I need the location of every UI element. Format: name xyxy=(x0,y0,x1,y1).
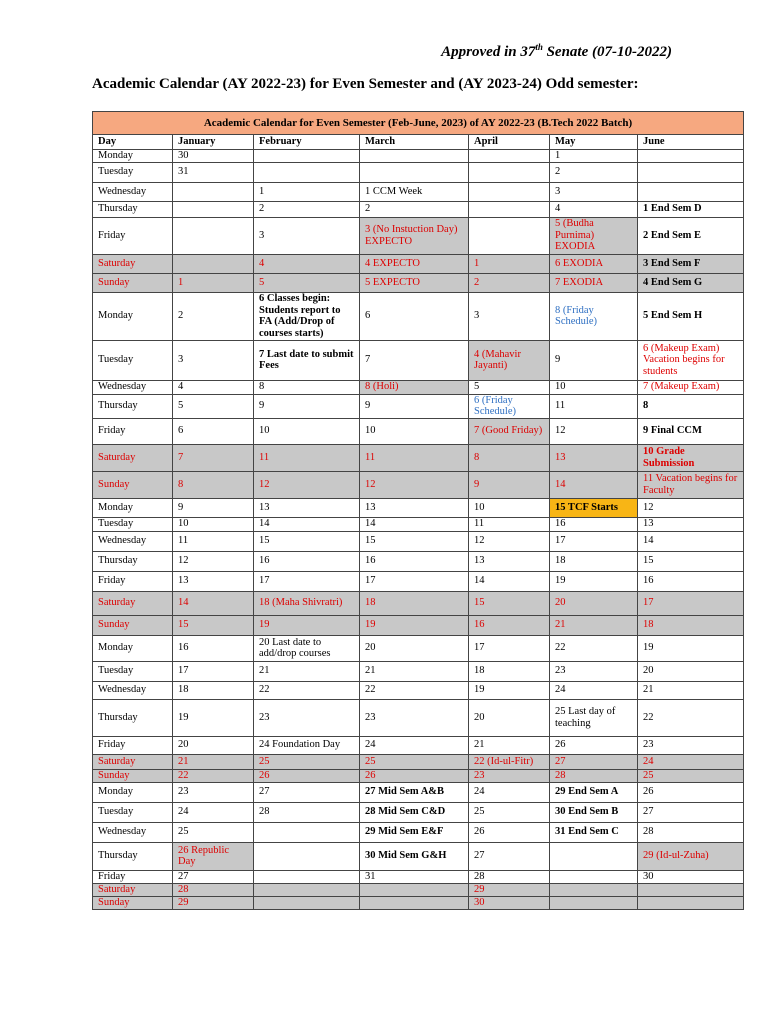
cell-january: 8 xyxy=(173,471,254,498)
cell-january: 26 Republic Day xyxy=(173,842,254,870)
header-january: January xyxy=(173,135,254,150)
cell-march: 7 xyxy=(360,340,469,380)
cell-may: 25 Last day of teaching xyxy=(550,699,638,736)
cell-april: 22 (Id-ul-Fitr) xyxy=(469,754,550,769)
cell-day: Sunday xyxy=(93,615,173,635)
cell-april: 19 xyxy=(469,681,550,699)
cell-day: Saturday xyxy=(93,754,173,769)
cell-april: 17 xyxy=(469,635,550,661)
cell-may: 14 xyxy=(550,471,638,498)
cell-march: 25 xyxy=(360,754,469,769)
cell-february: 23 xyxy=(254,699,360,736)
calendar-row xyxy=(93,896,744,909)
cell-april: 29 xyxy=(469,883,550,896)
cell-january xyxy=(173,217,254,254)
cell-january: 9 xyxy=(173,498,254,517)
cell-march: 6 xyxy=(360,292,469,340)
cell-may: 26 xyxy=(550,736,638,754)
cell-june: 18 xyxy=(638,615,744,635)
cell-january: 15 xyxy=(173,615,254,635)
cell-may: 12 xyxy=(550,418,638,444)
table-title: Academic Calendar for Even Semester (Feb-June, 2023) of AY 2022-23 (B.Tech 2022 Batch) xyxy=(93,112,744,135)
cell-january: 3 xyxy=(173,340,254,380)
cell-march: 4 EXPECTO xyxy=(360,254,469,273)
cell-march: 2 xyxy=(360,201,469,217)
cell-january xyxy=(173,254,254,273)
header-day: Day xyxy=(93,135,173,150)
cell-june xyxy=(638,896,744,909)
cell-march xyxy=(360,150,469,163)
cell-june: 11 Vacation begins for Faculty xyxy=(638,471,744,498)
cell-may: 5 (Budha Purnima) EXODIA xyxy=(550,217,638,254)
cell-day: Saturday xyxy=(93,254,173,273)
cell-may: 20 xyxy=(550,591,638,615)
calendar-row xyxy=(93,292,744,340)
cell-june: 1 End Sem D xyxy=(638,201,744,217)
calendar-row xyxy=(93,883,744,896)
senate-approval-note: Approved in 37th Senate (07-10-2022) xyxy=(441,42,672,60)
cell-february: 9 xyxy=(254,394,360,418)
cell-march: 29 Mid Sem E&F xyxy=(360,822,469,842)
cell-june xyxy=(638,182,744,201)
cell-january: 21 xyxy=(173,754,254,769)
cell-april: 12 xyxy=(469,531,550,551)
cell-february: 17 xyxy=(254,571,360,591)
cell-march: 26 xyxy=(360,769,469,782)
calendar-row xyxy=(93,254,744,273)
cell-may: 24 xyxy=(550,681,638,699)
cell-march: 5 EXPECTO xyxy=(360,273,469,292)
calendar-row xyxy=(93,635,744,661)
calendar-row xyxy=(93,201,744,217)
cell-may: 21 xyxy=(550,615,638,635)
cell-february: 25 xyxy=(254,754,360,769)
cell-february xyxy=(254,822,360,842)
cell-june: 4 End Sem G xyxy=(638,273,744,292)
cell-february: 14 xyxy=(254,517,360,531)
cell-january xyxy=(173,182,254,201)
cell-january: 5 xyxy=(173,394,254,418)
cell-may xyxy=(550,883,638,896)
cell-april: 2 xyxy=(469,273,550,292)
cell-may: 23 xyxy=(550,661,638,681)
cell-january: 6 xyxy=(173,418,254,444)
cell-may: 18 xyxy=(550,551,638,571)
cell-day: Sunday xyxy=(93,896,173,909)
cell-january: 7 xyxy=(173,444,254,471)
cell-january: 20 xyxy=(173,736,254,754)
cell-day: Thursday xyxy=(93,551,173,571)
cell-april: 25 xyxy=(469,802,550,822)
cell-january: 16 xyxy=(173,635,254,661)
calendar-row xyxy=(93,551,744,571)
cell-april: 10 xyxy=(469,498,550,517)
calendar-row xyxy=(93,162,744,182)
cell-april: 3 xyxy=(469,292,550,340)
cell-march: 28 Mid Sem C&D xyxy=(360,802,469,822)
cell-june: 20 xyxy=(638,661,744,681)
cell-may xyxy=(550,896,638,909)
cell-march: 11 xyxy=(360,444,469,471)
cell-january: 29 xyxy=(173,896,254,909)
cell-february: 13 xyxy=(254,498,360,517)
cell-march: 16 xyxy=(360,551,469,571)
cell-day: Monday xyxy=(93,498,173,517)
cell-february: 18 (Maha Shivratri) xyxy=(254,591,360,615)
cell-day: Friday xyxy=(93,217,173,254)
cell-may: 8 (Friday Schedule) xyxy=(550,292,638,340)
cell-january: 4 xyxy=(173,380,254,394)
cell-february: 7 Last date to submit Fees xyxy=(254,340,360,380)
cell-june: 15 xyxy=(638,551,744,571)
cell-january xyxy=(173,201,254,217)
header-april: April xyxy=(469,135,550,150)
calendar-row xyxy=(93,444,744,471)
cell-march: 12 xyxy=(360,471,469,498)
cell-march: 14 xyxy=(360,517,469,531)
cell-january: 31 xyxy=(173,162,254,182)
cell-march: 31 xyxy=(360,870,469,883)
cell-january: 13 xyxy=(173,571,254,591)
cell-june: 28 xyxy=(638,822,744,842)
cell-may: 27 xyxy=(550,754,638,769)
cell-june: 6 (Makeup Exam) Vacation begins for students xyxy=(638,340,744,380)
cell-april: 9 xyxy=(469,471,550,498)
cell-april xyxy=(469,162,550,182)
cell-day: Tuesday xyxy=(93,162,173,182)
cell-january: 1 xyxy=(173,273,254,292)
cell-day: Friday xyxy=(93,571,173,591)
cell-january: 25 xyxy=(173,822,254,842)
calendar-row xyxy=(93,782,744,802)
cell-june: 3 End Sem F xyxy=(638,254,744,273)
calendar-row xyxy=(93,591,744,615)
table-title-row xyxy=(93,112,744,135)
calendar-row xyxy=(93,340,744,380)
cell-february: 16 xyxy=(254,551,360,571)
cell-day: Wednesday xyxy=(93,531,173,551)
cell-april: 18 xyxy=(469,661,550,681)
cell-april: 20 xyxy=(469,699,550,736)
cell-may: 17 xyxy=(550,531,638,551)
cell-march: 3 (No Instuction Day) EXPECTO xyxy=(360,217,469,254)
calendar-row xyxy=(93,615,744,635)
cell-day: Monday xyxy=(93,635,173,661)
cell-may: 19 xyxy=(550,571,638,591)
cell-june xyxy=(638,162,744,182)
cell-april xyxy=(469,182,550,201)
cell-june: 2 End Sem E xyxy=(638,217,744,254)
cell-april xyxy=(469,201,550,217)
cell-march: 23 xyxy=(360,699,469,736)
calendar-row xyxy=(93,699,744,736)
cell-february xyxy=(254,883,360,896)
cell-day: Monday xyxy=(93,782,173,802)
cell-march: 20 xyxy=(360,635,469,661)
cell-day: Friday xyxy=(93,418,173,444)
cell-april: 30 xyxy=(469,896,550,909)
cell-day: Wednesday xyxy=(93,681,173,699)
cell-day: Thursday xyxy=(93,394,173,418)
cell-february xyxy=(254,842,360,870)
cell-may xyxy=(550,842,638,870)
calendar-row xyxy=(93,150,744,163)
cell-january: 24 xyxy=(173,802,254,822)
cell-february: 28 xyxy=(254,802,360,822)
cell-day: Thursday xyxy=(93,842,173,870)
cell-day: Tuesday xyxy=(93,517,173,531)
cell-june: 5 End Sem H xyxy=(638,292,744,340)
cell-june: 24 xyxy=(638,754,744,769)
cell-february: 19 xyxy=(254,615,360,635)
cell-june: 22 xyxy=(638,699,744,736)
cell-january: 2 xyxy=(173,292,254,340)
cell-june: 27 xyxy=(638,802,744,822)
cell-march: 13 xyxy=(360,498,469,517)
calendar-row xyxy=(93,517,744,531)
cell-march: 10 xyxy=(360,418,469,444)
cell-april: 5 xyxy=(469,380,550,394)
cell-february xyxy=(254,150,360,163)
cell-april: 23 xyxy=(469,769,550,782)
cell-april xyxy=(469,150,550,163)
calendar-row xyxy=(93,822,744,842)
cell-april: 11 xyxy=(469,517,550,531)
cell-february: 15 xyxy=(254,531,360,551)
cell-day: Thursday xyxy=(93,201,173,217)
calendar-row xyxy=(93,217,744,254)
header-may: May xyxy=(550,135,638,150)
calendar-row xyxy=(93,273,744,292)
cell-january: 30 xyxy=(173,150,254,163)
cell-march xyxy=(360,883,469,896)
cell-day: Saturday xyxy=(93,591,173,615)
cell-day: Thursday xyxy=(93,699,173,736)
cell-january: 23 xyxy=(173,782,254,802)
column-header-row xyxy=(93,135,744,150)
cell-march: 1 CCM Week xyxy=(360,182,469,201)
cell-june: 14 xyxy=(638,531,744,551)
cell-may: 6 EXODIA xyxy=(550,254,638,273)
document-heading: Academic Calendar (AY 2022-23) for Even Semester and (AY 2023-24) Odd semester: xyxy=(92,76,639,92)
calendar-row xyxy=(93,418,744,444)
calendar-row xyxy=(93,531,744,551)
cell-january: 12 xyxy=(173,551,254,571)
header-february: February xyxy=(254,135,360,150)
cell-february: 12 xyxy=(254,471,360,498)
cell-march: 30 Mid Sem G&H xyxy=(360,842,469,870)
cell-may: 15 TCF Starts xyxy=(550,498,638,517)
cell-march: 21 xyxy=(360,661,469,681)
cell-june: 26 xyxy=(638,782,744,802)
cell-may: 7 EXODIA xyxy=(550,273,638,292)
cell-april: 14 xyxy=(469,571,550,591)
cell-march: 24 xyxy=(360,736,469,754)
cell-january: 19 xyxy=(173,699,254,736)
calendar-row xyxy=(93,769,744,782)
cell-april: 1 xyxy=(469,254,550,273)
cell-may: 30 End Sem B xyxy=(550,802,638,822)
cell-june: 8 xyxy=(638,394,744,418)
cell-january: 14 xyxy=(173,591,254,615)
cell-february: 27 xyxy=(254,782,360,802)
cell-day: Saturday xyxy=(93,444,173,471)
cell-march: 22 xyxy=(360,681,469,699)
cell-june: 16 xyxy=(638,571,744,591)
cell-february: 24 Foundation Day xyxy=(254,736,360,754)
cell-february: 11 xyxy=(254,444,360,471)
cell-april: 26 xyxy=(469,822,550,842)
calendar-row xyxy=(93,802,744,822)
cell-day: Tuesday xyxy=(93,802,173,822)
cell-day: Sunday xyxy=(93,471,173,498)
cell-january: 27 xyxy=(173,870,254,883)
cell-march: 17 xyxy=(360,571,469,591)
cell-june xyxy=(638,883,744,896)
cell-june: 29 (Id-ul-Zuha) xyxy=(638,842,744,870)
cell-may: 31 End Sem C xyxy=(550,822,638,842)
cell-day: Wednesday xyxy=(93,822,173,842)
cell-day: Wednesday xyxy=(93,182,173,201)
cell-may: 9 xyxy=(550,340,638,380)
cell-february: 26 xyxy=(254,769,360,782)
cell-february: 10 xyxy=(254,418,360,444)
cell-april: 13 xyxy=(469,551,550,571)
cell-january: 10 xyxy=(173,517,254,531)
cell-february xyxy=(254,870,360,883)
cell-april: 21 xyxy=(469,736,550,754)
cell-february: 1 xyxy=(254,182,360,201)
cell-february xyxy=(254,162,360,182)
cell-april: 6 (Friday Schedule) xyxy=(469,394,550,418)
cell-day: Tuesday xyxy=(93,661,173,681)
cell-april: 8 xyxy=(469,444,550,471)
cell-june: 7 (Makeup Exam) xyxy=(638,380,744,394)
cell-day: Sunday xyxy=(93,769,173,782)
calendar-row xyxy=(93,681,744,699)
cell-february: 22 xyxy=(254,681,360,699)
cell-june: 10 Grade Submission xyxy=(638,444,744,471)
cell-february: 6 Classes begin: Students report to FA (Add/Drop of courses starts) xyxy=(254,292,360,340)
cell-february: 4 xyxy=(254,254,360,273)
cell-april: 16 xyxy=(469,615,550,635)
cell-may: 11 xyxy=(550,394,638,418)
cell-day: Friday xyxy=(93,870,173,883)
cell-january: 18 xyxy=(173,681,254,699)
cell-june: 17 xyxy=(638,591,744,615)
cell-day: Wednesday xyxy=(93,380,173,394)
cell-march: 8 (Holi) xyxy=(360,380,469,394)
cell-june: 19 xyxy=(638,635,744,661)
cell-may: 22 xyxy=(550,635,638,661)
cell-january: 22 xyxy=(173,769,254,782)
cell-march: 18 xyxy=(360,591,469,615)
calendar-row xyxy=(93,380,744,394)
cell-day: Sunday xyxy=(93,273,173,292)
cell-may: 28 xyxy=(550,769,638,782)
cell-june: 30 xyxy=(638,870,744,883)
cell-april: 15 xyxy=(469,591,550,615)
cell-february: 2 xyxy=(254,201,360,217)
cell-march: 9 xyxy=(360,394,469,418)
cell-january: 28 xyxy=(173,883,254,896)
cell-may: 2 xyxy=(550,162,638,182)
cell-june: 21 xyxy=(638,681,744,699)
cell-february xyxy=(254,896,360,909)
cell-april: 24 xyxy=(469,782,550,802)
calendar-row xyxy=(93,754,744,769)
cell-february: 3 xyxy=(254,217,360,254)
calendar-row xyxy=(93,661,744,681)
cell-day: Monday xyxy=(93,292,173,340)
cell-june xyxy=(638,150,744,163)
cell-march: 27 Mid Sem A&B xyxy=(360,782,469,802)
cell-may: 13 xyxy=(550,444,638,471)
cell-june: 12 xyxy=(638,498,744,517)
cell-february: 5 xyxy=(254,273,360,292)
cell-february: 20 Last date to add/drop courses xyxy=(254,635,360,661)
cell-day: Saturday xyxy=(93,883,173,896)
cell-april: 28 xyxy=(469,870,550,883)
cell-april xyxy=(469,217,550,254)
cell-may: 10 xyxy=(550,380,638,394)
cell-day: Tuesday xyxy=(93,340,173,380)
cell-day: Monday xyxy=(93,150,173,163)
cell-day: Friday xyxy=(93,736,173,754)
cell-may xyxy=(550,870,638,883)
calendar-row xyxy=(93,842,744,870)
cell-june: 9 Final CCM xyxy=(638,418,744,444)
cell-february: 21 xyxy=(254,661,360,681)
cell-march: 19 xyxy=(360,615,469,635)
cell-march xyxy=(360,162,469,182)
header-march: March xyxy=(360,135,469,150)
cell-june: 25 xyxy=(638,769,744,782)
calendar-row xyxy=(93,736,744,754)
calendar-row xyxy=(93,394,744,418)
cell-may: 1 xyxy=(550,150,638,163)
calendar-row xyxy=(93,571,744,591)
cell-may: 3 xyxy=(550,182,638,201)
cell-may: 29 End Sem A xyxy=(550,782,638,802)
cell-february: 8 xyxy=(254,380,360,394)
cell-january: 17 xyxy=(173,661,254,681)
calendar-row xyxy=(93,498,744,517)
calendar-row xyxy=(93,471,744,498)
cell-may: 16 xyxy=(550,517,638,531)
cell-march: 15 xyxy=(360,531,469,551)
academic-calendar-table xyxy=(92,111,744,910)
cell-april: 4 (Mahavir Jayanti) xyxy=(469,340,550,380)
calendar-row xyxy=(93,870,744,883)
cell-june: 23 xyxy=(638,736,744,754)
cell-march xyxy=(360,896,469,909)
header-june: June xyxy=(638,135,744,150)
cell-june: 13 xyxy=(638,517,744,531)
cell-april: 27 xyxy=(469,842,550,870)
cell-january: 11 xyxy=(173,531,254,551)
cell-april: 7 (Good Friday) xyxy=(469,418,550,444)
cell-may: 4 xyxy=(550,201,638,217)
calendar-row xyxy=(93,182,744,201)
